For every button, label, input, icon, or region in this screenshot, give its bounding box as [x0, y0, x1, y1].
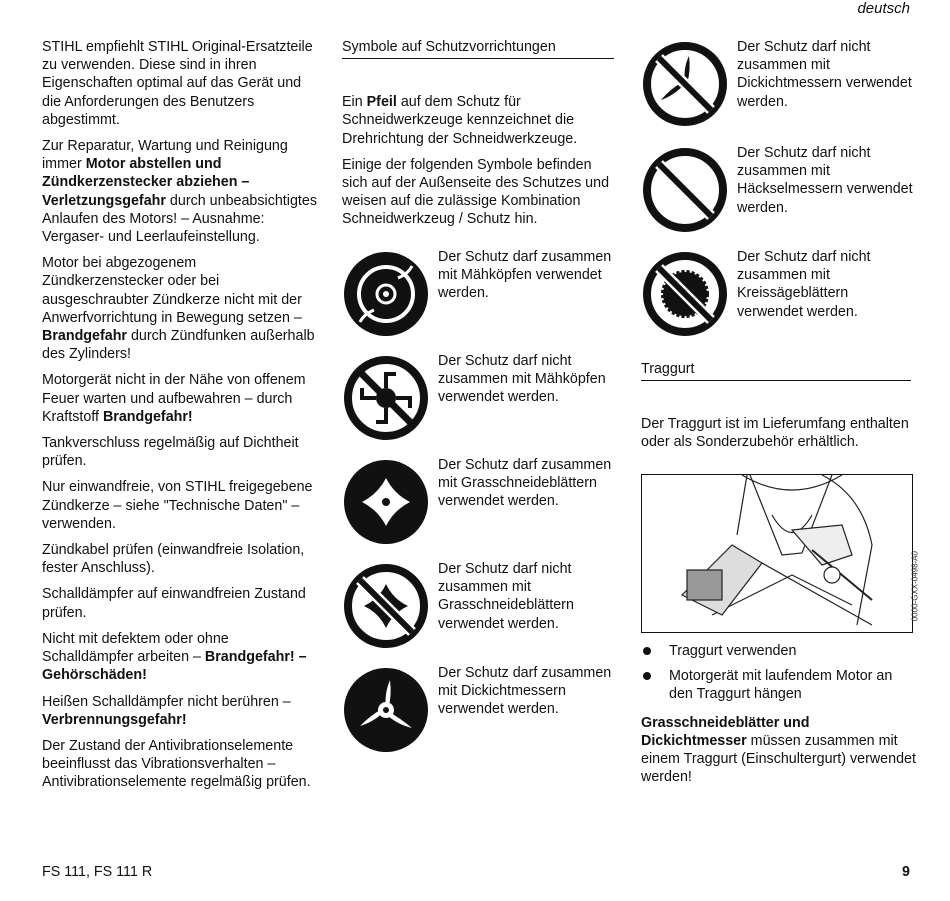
paragraph: STIHL empfiehlt STIHL Original-Ersatzteile zu verwenden. Diese sind in ihren Eigenschaften optimal auf das Gerät und die Anforderungen des Benutzers abgestimmt.: [42, 39, 313, 128]
brush-knife-icon: [342, 666, 430, 754]
paragraph: Ein Pfeil auf dem Schutz für Schneidwerkzeuge kennzeichnet die Drehrichtung der Schneidwerkzeuge.: [342, 94, 578, 147]
safety-text-column: [42, 38, 317, 800]
harness-illustration: [641, 474, 919, 633]
symbol-row: [641, 146, 916, 236]
mowing-head-icon: [342, 250, 430, 338]
symbol-description: Der Schutz darf nicht zusammen mit Dickichtmessern verwendet werden.: [737, 39, 912, 110]
paragraph: Tankverschluss regelmäßig auf Dichtheit prüfen.: [42, 435, 299, 470]
paragraph: Einige der folgenden Symbole befinden sich auf der Außenseite des Schutzes und weisen auf die zulässige Kombination Schneidwerkzeug / Schutz hin.: [342, 156, 610, 228]
paragraph: Zur Reparatur, Wartung und Reinigung immer Motor abstellen und Zündkerzenstecker abziehen – Verletzungsgefahr durch unbeabsichtigtes Anlaufen des Motors! – Ausnahme: Vergaser- und Leerlaufeinstellung.: [42, 138, 317, 246]
no-circular-saw-icon: [641, 250, 729, 338]
symbol-row: [641, 250, 916, 340]
no-grass-blade-icon: [342, 562, 430, 650]
harness-drawing: [642, 475, 912, 632]
symbol-description: Der Schutz darf zusammen mit Dickichtmessern verwendet werden.: [438, 665, 612, 718]
symbol-description: Der Schutz darf nicht zusammen mit Grasschneideblättern verwendet werden.: [438, 561, 574, 632]
paragraph: Schalldämpfer auf einwandfreien Zustand prüfen.: [42, 586, 306, 621]
list-item: Motorgerät mit laufendem Motor an den Traggurt hängen: [641, 667, 916, 703]
symbol-row: [342, 458, 617, 548]
paragraph: Grasschneideblätter und Dickichtmesser müssen zusammen mit einem Traggurt (Einschultergurt) verwendet werden!: [641, 714, 916, 786]
symbol-row: [641, 40, 916, 130]
harness-section: [641, 360, 911, 460]
symbol-description: Der Schutz darf nicht zusammen mit Mähköpfen verwendet werden.: [438, 353, 606, 406]
page-number: 9: [902, 864, 910, 880]
no-brush-knife-icon: [641, 40, 729, 128]
paragraph: Nur einwandfreie, von STIHL freigegebene Zündkerze – siehe "Technische Daten" – verwenden.: [42, 479, 313, 532]
no-shredder-blade-icon: [641, 146, 729, 234]
paragraph: Nicht mit defektem oder ohne Schalldämpfer arbeiten – Brandgefahr! – Gehörschäden!: [42, 630, 307, 684]
section-heading: Symbole auf Schutzvorrichtungen: [342, 38, 614, 59]
symbol-row: [342, 666, 617, 756]
bullet-list: [641, 642, 916, 704]
no-mowing-head-icon: [342, 354, 430, 442]
list-item: Traggurt verwenden: [641, 642, 916, 660]
symbol-description: Der Schutz darf zusammen mit Mähköpfen verwendet werden.: [438, 249, 612, 302]
symbol-description: Der Schutz darf nicht zusammen mit Häckselmessern verwendet werden.: [737, 145, 913, 216]
paragraph: Motor bei abgezogenem Zündkerzenstecker oder bei ausgeschraubter Zündkerze nicht mit der Anwerfvorrichtung in Bewegung setzen – Brandgefahr durch Zündfunken außerhalb des Zylinders!: [42, 255, 315, 363]
language-label: deutsch: [857, 0, 910, 17]
paragraph: Motorgerät nicht in der Nähe von offenem Feuer warten und aufbewahren – durch Kraftstoff Brandgefahr!: [42, 372, 306, 425]
figure-code: 0000-GXX-0498-A0: [910, 551, 919, 622]
footer-model: FS 111, FS 111 R: [42, 864, 153, 880]
symbol-description: Der Schutz darf nicht zusammen mit Kreissägeblättern verwendet werden.: [737, 249, 871, 320]
symbol-row: [342, 354, 617, 444]
paragraph: Heißen Schalldämpfer nicht berühren – Verbrennungsgefahr!: [42, 693, 291, 728]
paragraph: Der Traggurt ist im Lieferumfang enthalten oder als Sonderzubehör erhältlich.: [641, 416, 909, 451]
section-heading: Traggurt: [641, 360, 911, 381]
symbol-row: [342, 250, 617, 340]
symbols-text-column: [342, 38, 614, 237]
harness-instructions: [641, 642, 916, 794]
symbol-row: [342, 562, 617, 652]
paragraph: Zündkabel prüfen (einwandfreie Isolation, fester Anschluss).: [42, 542, 305, 577]
grass-blade-icon: [342, 458, 430, 546]
symbol-description: Der Schutz darf zusammen mit Grasschneideblättern verwendet werden.: [438, 457, 612, 510]
paragraph: Der Zustand der Antivibrationselemente beeinflusst das Vibrationsverhalten – Antivibrationselemente regelmäßig prüfen.: [42, 737, 311, 791]
